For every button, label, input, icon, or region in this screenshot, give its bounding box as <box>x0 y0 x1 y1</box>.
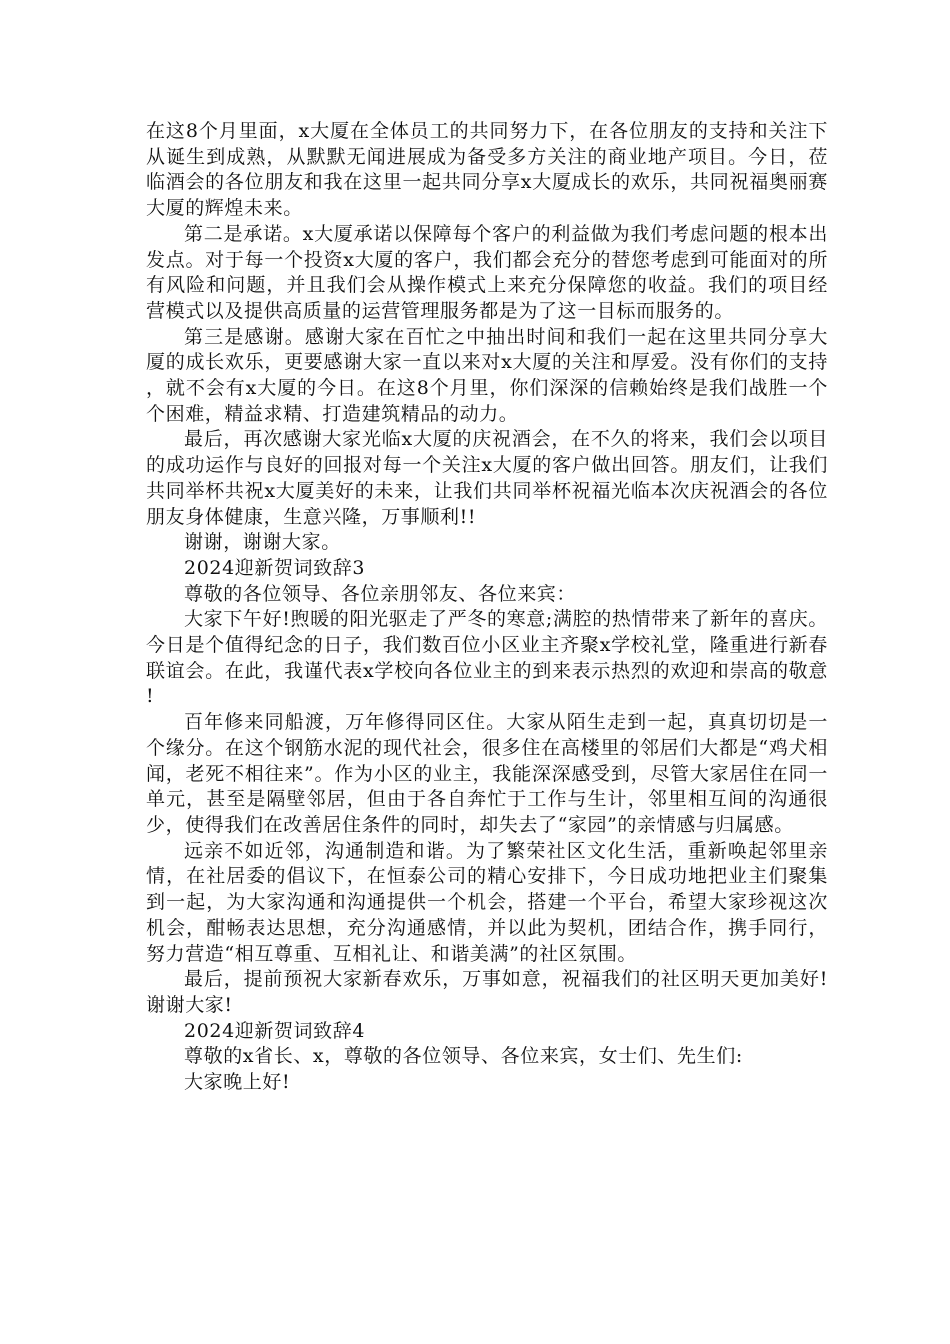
paragraph-closing: 最后，再次感谢大家光临x大厦的庆祝酒会，在不久的将来，我们会以项目的成功运作与良好的回报对每一个关注x大厦的客户做出回答。朋友们，让我们共同举杯共祝x大厦美好的未来，让我们共同举杯祝福光临本次庆祝酒会的各位朋友身体健康，生意兴隆，万事顺利!! <box>146 428 828 528</box>
paragraph-thanks: 第三是感谢。感谢大家在百忙之中抽出时间和我们一起在这里共同分享大厦的成长欢乐，更要感谢大家一直以来对x大厦的关注和厚爱。没有你们的支持，就不会有x大厦的今日。在这8个月里，你们深深的信赖始终是我们战胜一个个困难，精益求精、打造建筑精品的动力。 <box>146 325 828 425</box>
paragraph-salutation-3: 尊敬的各位领导、各位亲朋邻友、各位来宾： <box>184 582 577 605</box>
section-heading-4: 2024迎新贺词致辞4 <box>184 1019 366 1042</box>
paragraph-commitment: 第二是承诺。x大厦承诺以保障每个客户的利益做为我们考虑问题的根本出发点。对于每一个投资x大厦的客户，我们都会充分的替您考虑到可能面对的所有风险和问题，并且我们会从操作模式上来充分保障您的收益。我们的项目经营模式以及提供高质量的运营管理服务都是为了这一目标而服务的。 <box>146 222 828 322</box>
paragraph-greeting-3: 大家下午好!煦暖的阳光驱走了严冬的寒意;满腔的热情带来了新年的喜庆。今日是个值得纪念的日子，我们数百位小区业主齐聚x学校礼堂，隆重进行新春联谊会。在此，我谨代表x学校向各位业主的到来表示热烈的欢迎和崇高的敬意! <box>146 608 828 708</box>
section-heading-3: 2024迎新贺词致辞3 <box>184 556 366 579</box>
paragraph-intro-continuation: 在这8个月里面，x大厦在全体员工的共同努力下，在各位朋友的支持和关注下从诞生到成熟，从默默无闻进展成为备受多方关注的商业地产项目。今日，莅临酒会的各位朋友和我在这里一起共同分享x大厦成长的欢乐，共同祝福奥丽赛大厦的辉煌未来。 <box>146 120 828 220</box>
paragraph-neighbors: 百年修来同船渡，万年修得同区住。大家从陌生走到一起，真真切切是一个缘分。在这个钢筋水泥的现代社会，很多住在高楼里的邻居们大都是“鸡犬相闻，老死不相往来”。作为小区的业主，我能深深感受到，尽管大家居住在同一单元，甚至是隔壁邻居，但由于各自奔忙于工作与生计，邻里相互间的沟通很少，使得我们在改善居住条件的同时，却失去了“家园”的亲情感与归属感。 <box>146 711 828 836</box>
paragraph-final-wishes: 最后，提前预祝大家新春欢乐，万事如意，祝福我们的社区明天更加美好!谢谢大家! <box>146 968 828 1016</box>
paragraph-greeting-4: 大家晚上好! <box>184 1071 291 1094</box>
paragraph-thank-you: 谢谢，谢谢大家。 <box>184 531 341 554</box>
paragraph-salutation-4: 尊敬的x省长、x，尊敬的各位领导、各位来宾，女士们、先生们: <box>184 1045 743 1068</box>
document-body <box>146 119 828 1096</box>
paragraph-harmony: 远亲不如近邻，沟通制造和谐。为了繁荣社区文化生活，重新唤起邻里亲情，在社居委的倡议下，在恒泰公司的精心安排下，今日成功地把业主们聚集到一起，为大家沟通和沟通提供一个机会，搭建一个平台，希望大家珍视这次机会，酣畅表达思想，充分沟通感情，并以此为契机，团结合作，携手同行，努力营造“相互尊重、互相礼让、和谐美满”的社区氛围。 <box>146 839 828 965</box>
